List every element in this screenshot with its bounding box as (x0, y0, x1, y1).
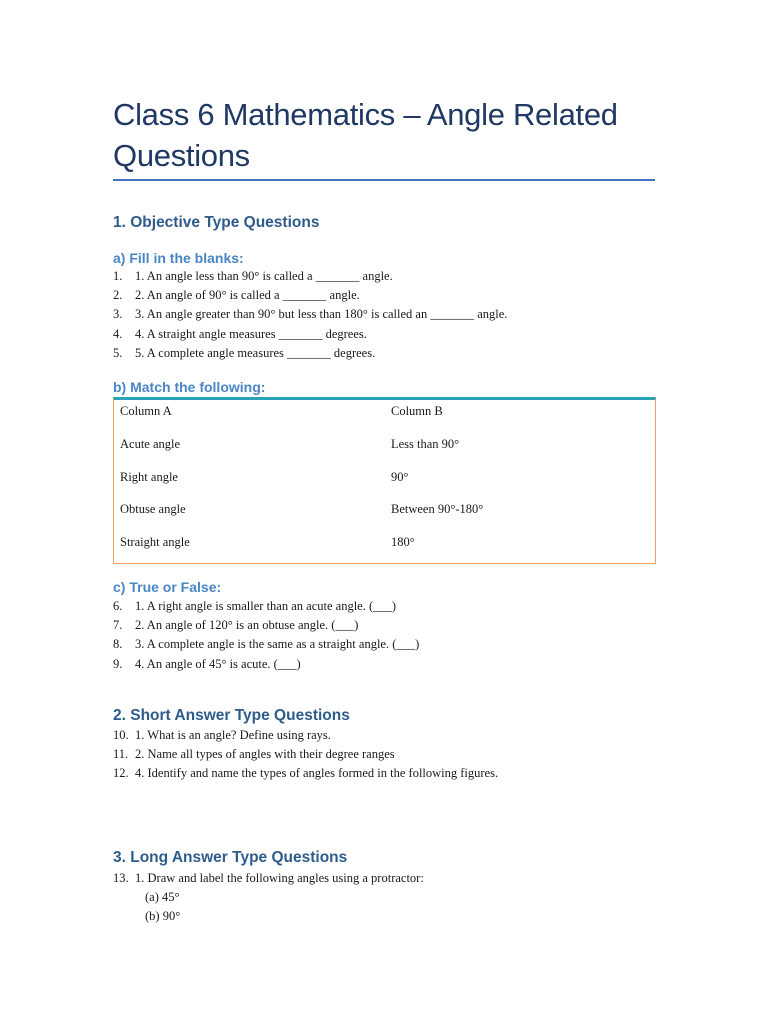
sub-item: (b) 90° (145, 909, 181, 923)
section-heading-short: 2. Short Answer Type Questions (113, 707, 350, 724)
list-number: 1. (113, 269, 123, 283)
table-row (114, 467, 655, 487)
list-item (113, 726, 331, 745)
list-text: 1. An angle less than 90° is called a _______ angle. (135, 269, 393, 283)
list-text: 3. A complete angle is the same as a straight angle. (___) (135, 637, 420, 652)
sub-item: (a) 45° (145, 890, 180, 904)
table-cell-column-a: Column A (120, 404, 172, 418)
list-text: 4. Identify and name the types of angles formed in the following figures. (135, 766, 499, 781)
list-number: 8. (113, 637, 123, 652)
table-cell-column-b: 180° (391, 535, 415, 549)
list-item (113, 286, 360, 305)
list-number: 2. (113, 288, 123, 303)
table-row (114, 434, 655, 454)
list-item (113, 267, 393, 286)
list-item (113, 325, 367, 344)
title-divider (113, 179, 655, 181)
list-text: 4. An angle of 45° is acute. (___) (135, 656, 301, 671)
table-cell-column-b: Column B (391, 404, 443, 418)
list-item (113, 305, 508, 324)
list-text: 2. An angle of 90° is called a _______ angle. (135, 288, 360, 303)
list-number: 4. (113, 326, 123, 341)
table-cell-column-a: Right angle (120, 470, 178, 484)
document-title: Class 6 Mathematics – Angle Related Questions (113, 97, 618, 173)
table-cell-column-b: Less than 90° (391, 437, 460, 451)
long-answer-list (113, 869, 424, 888)
list-number: 11. (113, 747, 129, 762)
table-header-row (114, 401, 655, 421)
list-item (113, 764, 499, 783)
table-cell-column-b: Between 90°-180° (391, 502, 484, 516)
table-cell-column-a: Acute angle (120, 437, 181, 451)
list-item (113, 616, 359, 635)
list-text: 1. Draw and label the following angles using a protractor: (135, 871, 424, 885)
list-item (113, 597, 397, 616)
list-item (113, 344, 376, 363)
list-number: 13. (113, 871, 129, 885)
list-number: 6. (113, 599, 123, 613)
list-item (113, 635, 420, 654)
section-heading-objective: 1. Objective Type Questions (113, 214, 320, 231)
list-item (113, 655, 301, 674)
list-number: 3. (113, 307, 123, 322)
list-text: 2. An angle of 120° is an obtuse angle. (___) (135, 618, 359, 633)
subheading-match: b) Match the following: (113, 379, 266, 395)
table-cell-column-b: 90° (391, 470, 409, 484)
short-answer-list (113, 726, 499, 784)
subheading-fill-blanks: a) Fill in the blanks: (113, 250, 244, 266)
match-table (113, 397, 656, 564)
list-text: 2. Name all types of angles with their degree ranges (135, 747, 395, 762)
list-number: 5. (113, 345, 123, 360)
list-text: 5. A complete angle measures _______ degrees. (135, 345, 376, 360)
section-heading-long: 3. Long Answer Type Questions (113, 849, 348, 866)
list-item (113, 869, 424, 888)
table-cell-column-a: Straight angle (120, 535, 190, 549)
list-number: 12. (113, 766, 129, 781)
list-number: 10. (113, 728, 129, 742)
table-row (114, 499, 655, 519)
true-false-list (113, 597, 420, 674)
list-number: 7. (113, 618, 123, 633)
subheading-true-false: c) True or False: (113, 579, 222, 595)
table-cell-column-a: Obtuse angle (120, 502, 186, 516)
list-item (113, 745, 395, 764)
list-text: 1. What is an angle? Define using rays. (135, 728, 331, 742)
table-row (114, 532, 655, 552)
list-text: 4. A straight angle measures _______ degrees. (135, 326, 367, 341)
fill-blanks-list (113, 267, 508, 363)
list-number: 9. (113, 656, 123, 671)
list-text: 1. A right angle is smaller than an acute angle. (___) (135, 599, 397, 613)
list-text: 3. An angle greater than 90° but less than 180° is called an _______ angle. (135, 307, 508, 322)
